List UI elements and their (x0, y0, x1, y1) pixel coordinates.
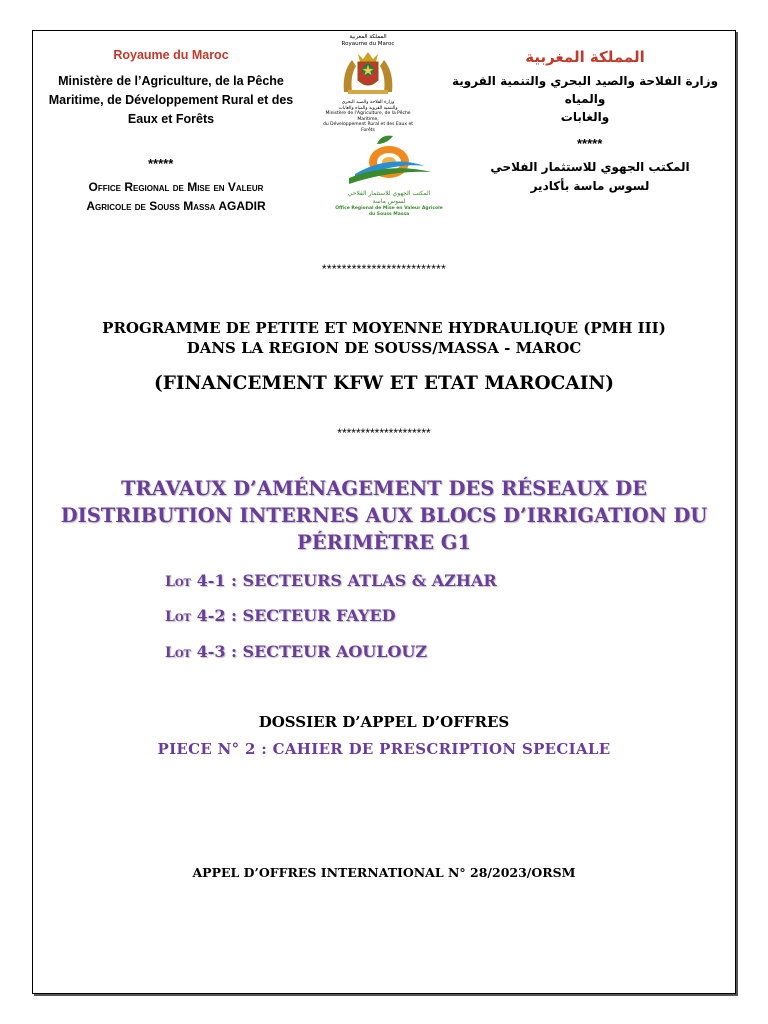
logo-caption-fr: Office Regional de Mise en Valeur Agricole du Souss Massa (335, 206, 443, 217)
coat-of-arms-icon (338, 48, 398, 96)
stars-right: ***** (577, 136, 603, 151)
lot-text: 4-1 : SECTEURS ATLAS & AZHAR (196, 571, 497, 590)
stars-left: ***** (148, 156, 174, 171)
tender-reference: APPEL D’OFFRES INTERNATIONAL N° 28/2023/ORSM (192, 865, 576, 880)
lot-label: Lot (165, 609, 191, 625)
piece-title: PIECE N° 2 : CAHIER DE PRESCRIPTION SPECIALE (157, 740, 611, 758)
financement-line: (FINANCEMENT KFW ET ETAT MAROCAIN) (153, 373, 615, 394)
works-title: TRAVAUX D’AMÉNAGEMENT DES RÉSEAUX DE DISTRIBUTION INTERNES AUX BLOCS D’IRRIGATION DU PÉRIMÈTRE G1 (60, 477, 708, 554)
programme-title: PROGRAMME DE PETITE ET MOYENNE HYDRAULIQUE (PMH III) DANS LA REGION DE SOUSS/MASSA - MAROC (102, 319, 666, 357)
office-logo (330, 132, 448, 218)
coat-of-arms (320, 34, 416, 133)
header-right (440, 48, 730, 126)
lot-text: 4-3 : SECTEUR AOULOUZ (196, 642, 428, 661)
office-name-ar: المكتب الجهوي للاستثمار الفلاحي لسوس ماسة بأكادير (490, 160, 690, 193)
lot-item (165, 606, 395, 625)
lot-item (165, 642, 427, 661)
lot-item (165, 571, 497, 590)
emblem-caption-top: المملكة المغربية Royaume du Maroc (341, 34, 395, 47)
kingdom-name-ar: المملكة المغربية (525, 48, 645, 66)
emblem-caption-bottom: وزارة الفلاحة والصيد البحري والتنمية القروية والمياه والغابات Ministère de l'Agriculture, de la Pêche Maritime, du Développement Rural et des Eaux et Forêts (323, 100, 413, 133)
separator-long: ************************* (321, 262, 447, 276)
ministry-name-fr: Ministère de l’Agriculture, de la Pêche Maritime, de Développement Rural et des Eaux et Forêts (48, 74, 294, 126)
office-name-fr: Office Regional de Mise en Valeur Agricole de Souss Massa AGADIR (86, 180, 266, 213)
kingdom-name-fr: Royaume du Maroc (113, 48, 229, 62)
header-left (40, 48, 302, 129)
leaf-swirl-logo-icon (341, 132, 437, 186)
dossier-title: DOSSIER D’APPEL D’OFFRES (258, 713, 510, 731)
separator-short: ******************** (337, 426, 431, 440)
ministry-name-ar: وزارة الفلاحة والصيد البحري والتنمية القروية والمياه والغابات (451, 74, 719, 124)
lot-label: Lot (165, 574, 191, 590)
lot-label: Lot (165, 645, 191, 661)
logo-caption-ar: المكتب الجهوي للاستثمار الفلاحي لسوس ماسة (347, 190, 431, 205)
lot-text: 4-2 : SECTEUR FAYED (196, 606, 396, 625)
